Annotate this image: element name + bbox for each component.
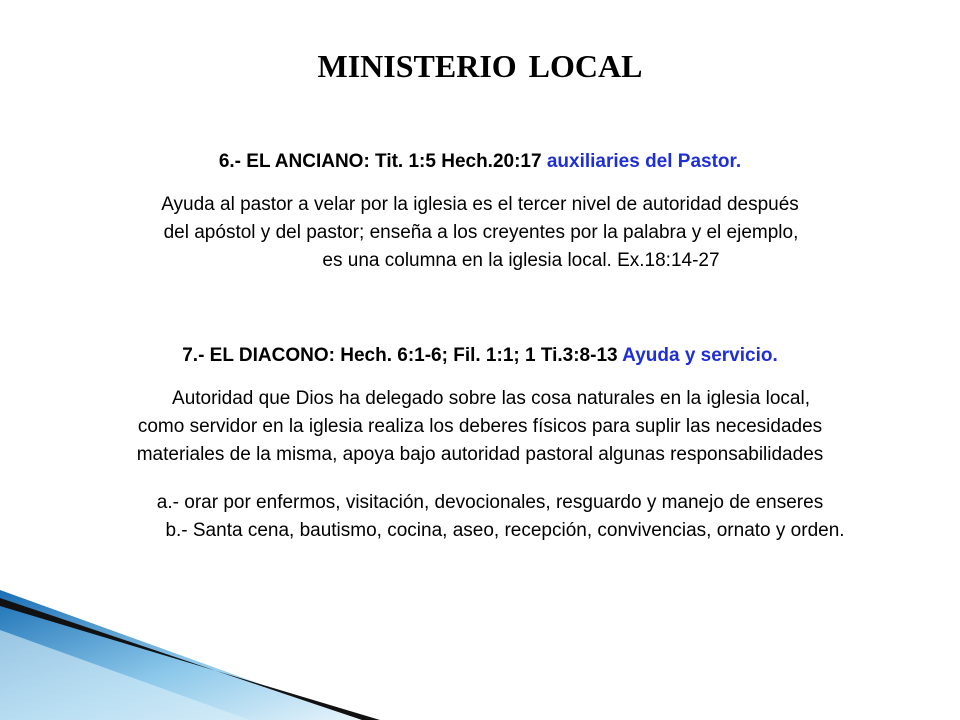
body-line: Ayuda al pastor a velar por la iglesia es el tercer nivel de autoridad después: [161, 194, 799, 215]
body-line: como servidor en la iglesia realiza los deberes físicos para suplir las necesidades: [137, 416, 823, 437]
body-line: Autoridad que Dios ha delegado sobre las cosa naturales en la iglesia local,: [172, 388, 810, 409]
section-body-anciano: [0, 191, 960, 275]
heading-highlight: Ayuda y servicio.: [622, 345, 778, 366]
heading-text: 7.- EL DIACONO: Hech. 6:1-6; Fil. 1:1; 1 Ti.3:8-13: [182, 345, 618, 366]
duties-list: [0, 489, 960, 545]
section-body-diacono: [0, 385, 960, 469]
body-line: materiales de la misma, apoya bajo autoridad pastoral algunas responsabilidades: [136, 444, 824, 465]
slide-title: MINISTERIO LOCAL: [317, 48, 643, 84]
corner-decoration: [0, 560, 400, 720]
section-heading-diacono: [0, 345, 960, 367]
section-heading-anciano: [0, 151, 960, 173]
heading-text: 6.- EL ANCIANO: Tit. 1:5 Hech.20:17: [218, 151, 542, 172]
list-item: b.- Santa cena, bautismo, cocina, aseo, recepción, convivencias, ornato y orden.: [165, 520, 845, 541]
body-line: del apóstol y del pastor; enseña a los creyentes por la palabra y el ejemplo,: [163, 222, 799, 243]
heading-highlight: auxiliaries del Pastor.: [546, 151, 742, 172]
body-line: es una columna en la iglesia local. Ex.18:14-27: [322, 250, 720, 271]
list-item: a.- orar por enfermos, visitación, devocionales, resguardo y manejo de enseres: [156, 492, 824, 513]
